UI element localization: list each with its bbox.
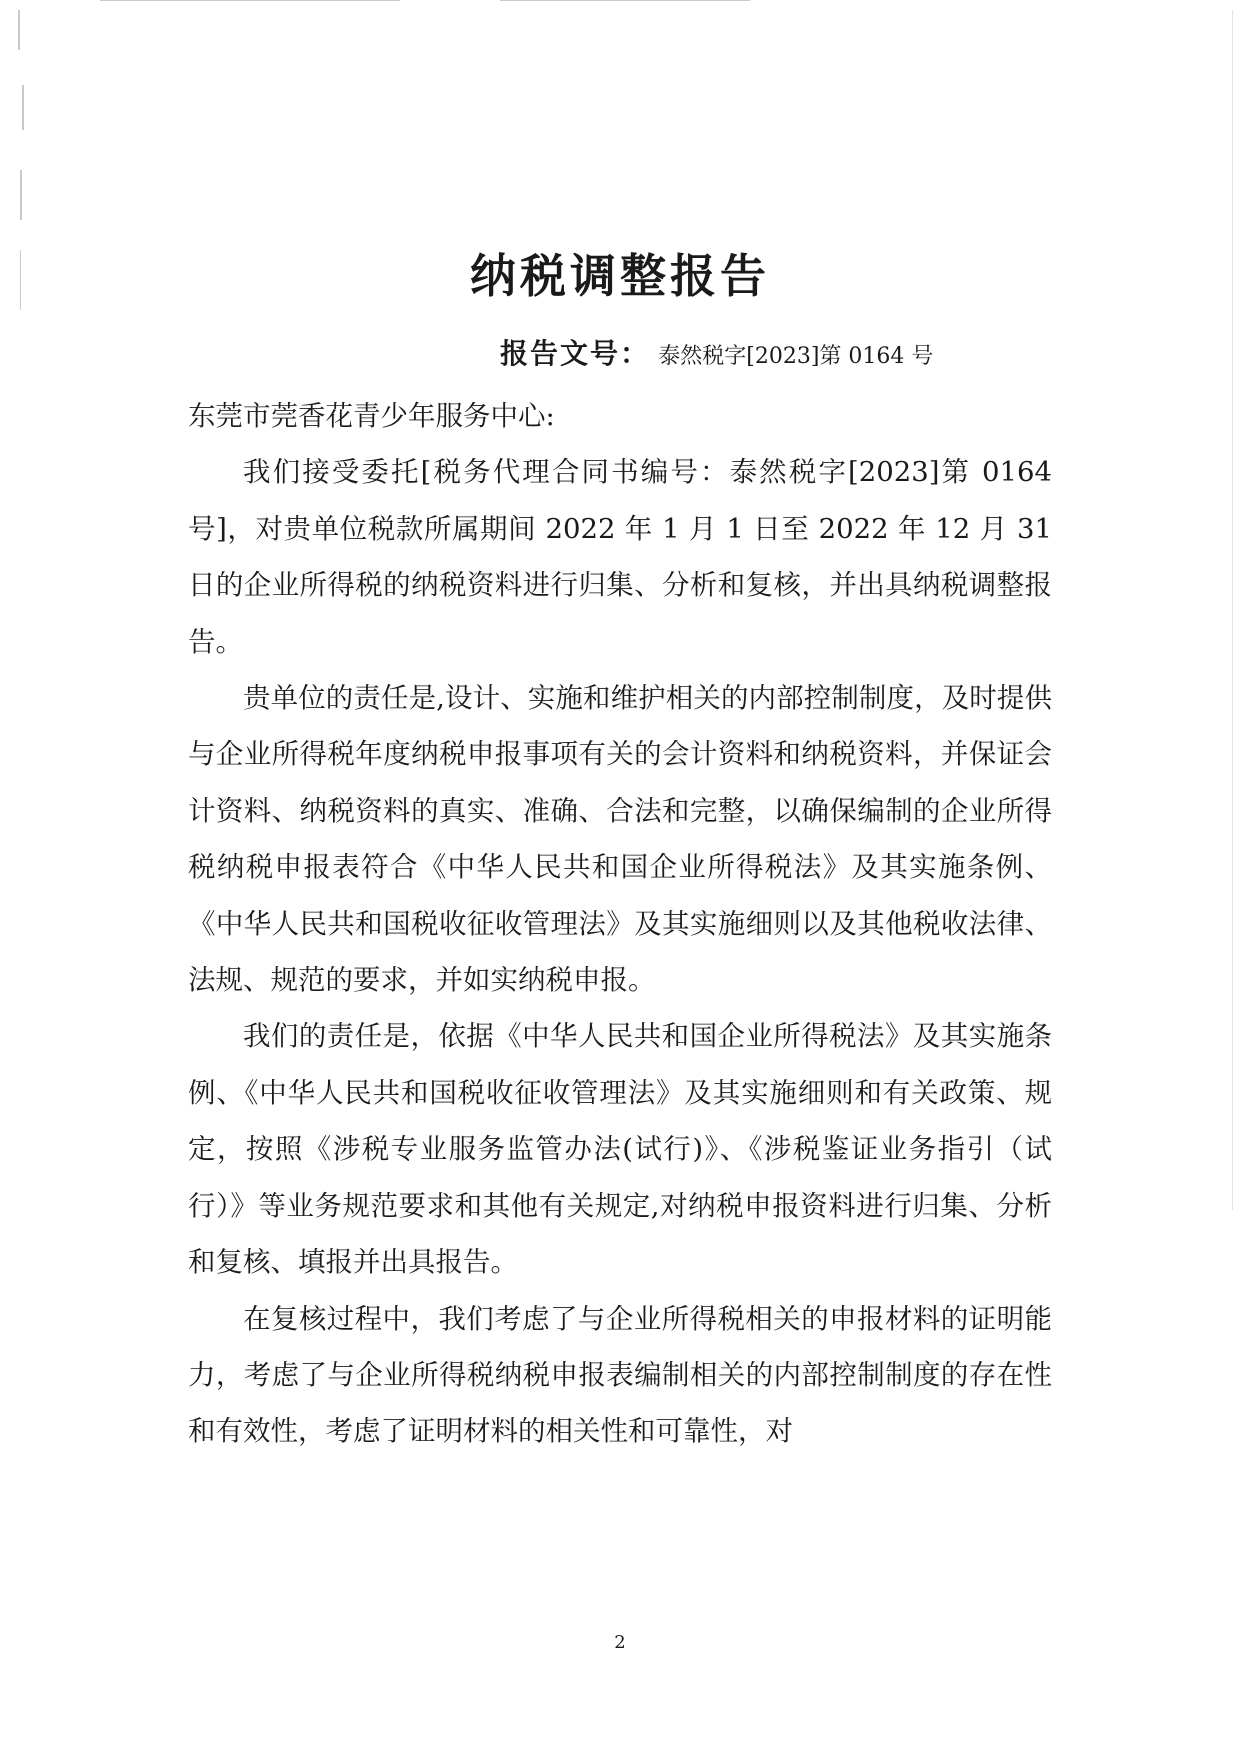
paragraph: 贵单位的责任是,设计、实施和维护相关的内部控制制度，及时提供与企业所得税年度纳税申报事项有关的会计资料和纳税资料，并保证会计资料、纳税资料的真实、准确、合法和完整，以确保编制的企业所得税纳税申报表符合《中华人民共和国企业所得税法》及其实施条例、《中华人民共和国税收征收管理法》及其实施细则以及其他税收法律、法规、规范的要求，并如实纳税申报。 [188,682,1052,997]
salutation: 东莞市莞香花青少年服务中心: [188,400,555,432]
report-number-value: 泰然税字[2023]第 0164 号 [658,344,934,369]
paragraph: 我们接受委托[税务代理合同书编号：泰然税字[2023]第 0164 号]，对贵单位税款所属期间 2022 年 1 月 1 日至 2022 年 12 月 31 日的企业所得税的纳税资料进行归集、分析和复核，并出具纳税调整报告。 [188,456,1052,658]
scan-artifact [1232,10,1233,1210]
scan-artifact [18,10,20,50]
paragraph: 我们的责任是，依据《中华人民共和国企业所得税法》及其实施条例、《中华人民共和国税收征收管理法》及其实施细则和有关政策、规定，按照《涉税专业服务监管办法(试行)》、《涉税鉴证业务指引（试行）》等业务规范要求和其他有关规定,对纳税申报资料进行归集、分析和复核、填报并出具报告。 [188,1020,1052,1279]
page-number: 2 [614,1632,626,1653]
scan-artifact [500,0,750,1]
scan-artifact [20,170,22,220]
report-number-label: 报告文号： [500,337,651,370]
document-title: 纳税调整报告 [470,249,770,303]
scan-artifact [100,0,400,1]
document-body [188,388,1052,1460]
scan-artifact [22,85,24,130]
report-number [500,332,933,372]
paragraph: 在复核过程中，我们考虑了与企业所得税相关的申报材料的证明能力，考虑了与企业所得税纳税申报表编制相关的内部控制制度的存在性和有效性，考虑了证明材料的相关性和可靠性，对 [188,1302,1052,1448]
